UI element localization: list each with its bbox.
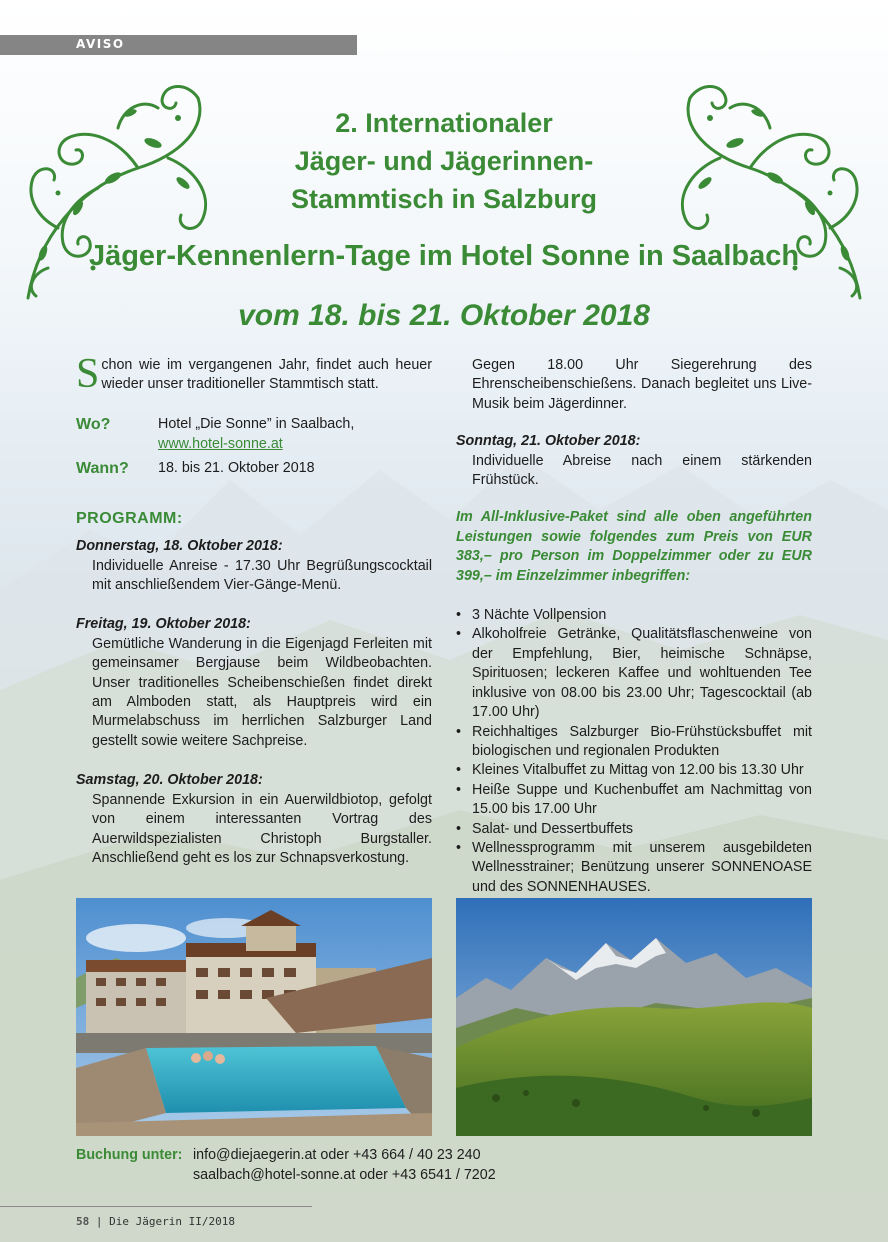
list-item: • Kleines Vitalbuffet zu Mittag von 12.00 bis 13.30 Uhr	[456, 761, 812, 780]
when-row	[76, 459, 432, 479]
list-item: • Heiße Suppe und Kuchenbuffet am Nachmittag von 15.00 bis 17.00 Uhr	[456, 781, 812, 820]
left-column	[76, 351, 432, 868]
day-text-thursday: Individuelle Anreise - 17.30 Uhr Begrüßungscocktail mit anschließendem Vier-Gänge-Menü.	[92, 557, 432, 594]
mountain-landscape-photo	[456, 898, 812, 1136]
package-offer-text: Im All-Inklusive-Paket sind alle oben angeführten Leistungen sowie folgendes zum Preis von EUR 383,– pro Person im Doppelzimmer oder zu EUR 399,– im Einzelzimmer inbegriffen:	[456, 509, 812, 584]
page-number: 58	[76, 1215, 90, 1228]
title-line-1: 2. Internationaler	[335, 108, 553, 138]
package-items-list	[456, 606, 812, 897]
day-heading-saturday: Samstag, 20. Oktober 2018:	[76, 772, 263, 789]
where-label: Wo?	[76, 415, 111, 433]
day-heading-friday: Freitag, 19. Oktober 2018:	[76, 616, 251, 633]
footer-rule	[0, 1206, 312, 1207]
when-label: Wann?	[76, 459, 129, 477]
section-label: AVISO	[76, 37, 125, 51]
list-item: • 3 Nächte Vollpension	[456, 606, 812, 625]
day-text-saturday: Spannende Exkursion in ein Auerwildbiotop, gefolgt von einem interessanten Vortrag des Auerwildspezialisten Christoph Burgstaller. Anschließend geht es los zur Schnapsverkostung.	[92, 791, 432, 866]
saturday-continued-text: Gegen 18.00 Uhr Siegerehrung des Ehrenscheibenschießens. Danach begleitet uns Live-Musik beim Jägerdinner.	[472, 357, 812, 412]
where-value: Hotel „Die Sonne” in Saalbach,	[158, 415, 355, 432]
list-item: • Alkoholfreie Getränke, Qualitätsflaschenweine von der Empfehlung, Bier, heimische Schnäpse, Spirituosen; leckeren Kaffee und wohltuenden Tee inklusive von 08.00 bis 23.00 Uhr; Tagescocktail (ab 17.00 Uhr)	[456, 625, 812, 722]
intro-text: chon wie im vergangenen Jahr, findet auch heuer wieder unser traditioneller Stammtisch statt.	[101, 357, 432, 393]
footer-separator: |	[95, 1215, 103, 1228]
hotel-website-link[interactable]: www.hotel-sonne.at	[158, 435, 283, 452]
day-heading-thursday: Donnerstag, 18. Oktober 2018:	[76, 538, 283, 555]
intro-paragraph	[76, 351, 432, 397]
magazine-issue: Die Jägerin II/2018	[109, 1215, 235, 1228]
drop-cap: S	[76, 351, 100, 397]
page-footer	[76, 1215, 235, 1228]
section-header-bar	[0, 35, 357, 55]
booking-contact-2: saalbach@hotel-sonne.at oder +43 6541 / 7202	[193, 1167, 496, 1183]
title-line-2: Jäger- und Jägerinnen-	[294, 146, 594, 176]
list-item: • Salat- und Dessertbuffets	[456, 820, 812, 839]
day-heading-sunday: Sonntag, 21. Oktober 2018:	[456, 433, 641, 450]
booking-label: Buchung unter:	[76, 1147, 183, 1163]
where-row	[76, 415, 432, 435]
list-item: • Reichhaltiges Salzburger Bio-Frühstücksbuffet mit biologischen und regionalen Produkten	[456, 723, 812, 762]
program-heading: PROGRAMM:	[76, 509, 183, 527]
right-column	[456, 356, 812, 897]
day-text-friday: Gemütliche Wanderung in die Eigenjagd Ferleiten mit gemeinsamer Bergjause beim Wildbeobachten. Unser traditionelles Scheibenschießen findet direkt am Almboden statt, als Hauptpreis wird ein Murmelabschuss im herrlichen Salzburger Land gestellt sowie weitere Sachpreise.	[92, 635, 432, 749]
hotel-pool-photo	[76, 898, 432, 1136]
where-link-row	[76, 435, 432, 455]
subtitle: Jäger-Kennenlern-Tage im Hotel Sonne in Saalbach	[88, 240, 800, 272]
title-line-3: Stammtisch in Salzburg	[290, 184, 598, 214]
event-dates: vom 18. bis 21. Oktober 2018	[238, 299, 650, 332]
when-value: 18. bis 21. Oktober 2018	[158, 459, 315, 476]
list-item: • Wellnessprogramm mit unserem ausgebildeten Wellnesstrainer; Benützung unserer SONNENOASE und des SONNENHAUSES.	[456, 839, 812, 897]
booking-contact-1: info@diejaegerin.at oder +43 664 / 40 23 240	[193, 1147, 481, 1163]
day-text-sunday: Individuelle Abreise nach einem stärkenden Frühstück.	[472, 452, 812, 489]
